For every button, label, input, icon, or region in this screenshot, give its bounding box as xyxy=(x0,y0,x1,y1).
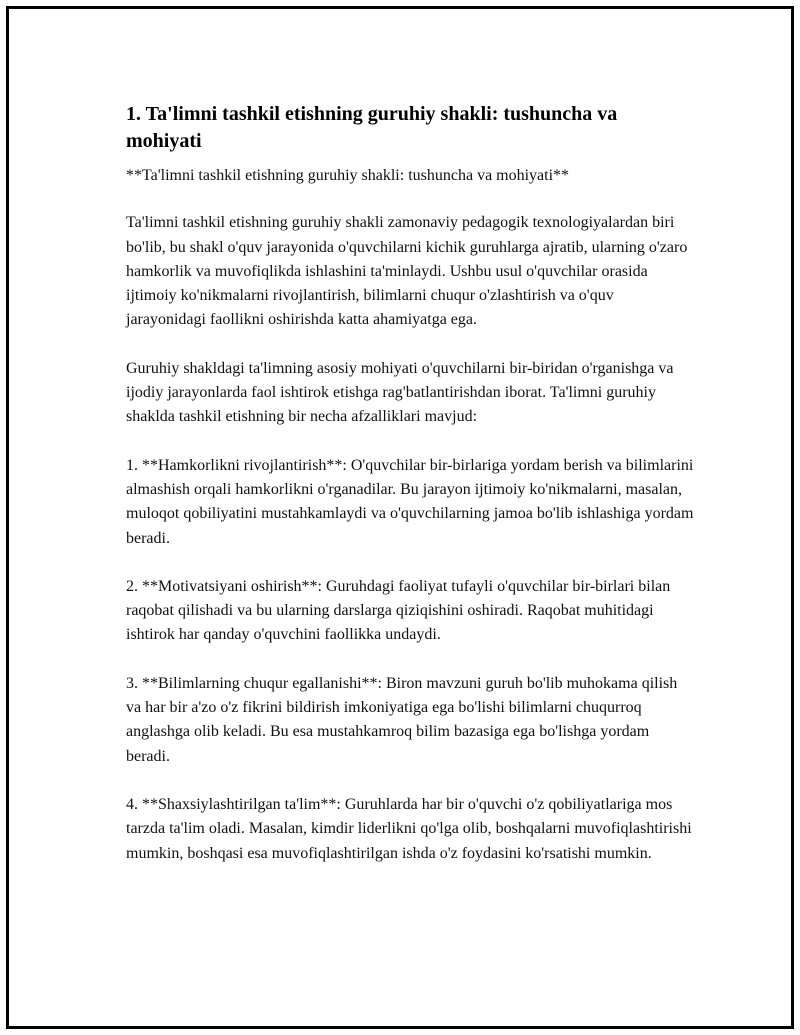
intro-paragraph: Ta'limni tashkil etishning guruhiy shakli zamonaviy pedagogik texnologiyalardan biri bo'lib, bu shakl o'quv jarayonida o'quvchilarni kichik guruhlarga ajratib, ularning o'zaro hamkorlik va muvofiqlikda ishlashini ta'minlaydi. Ushbu usul o'quvchilar orasida ijtimoiy ko'nikmalarni rivojlantirish, bilimlarni chuqur o'zlashtirish va o'quv jarayonidagi faollikni oshirishda katta ahamiyatga ega. xyxy=(126,214,688,329)
page-frame xyxy=(6,6,794,1029)
document-body xyxy=(126,101,696,890)
list-item-motivation: 2. **Motivatsiyani oshirish**: Guruhdagi faoliyat tufayli o'quvchilar bir-birlari bilan raqobat qilishadi va bu ularning darslarga qiziqishini oshiradi. Raqobat muhitidagi ishtirok har qanday o'quvchini faollikka undaydi. xyxy=(126,577,671,644)
list-item-deep-knowledge: 3. **Bilimlarning chuqur egallanishi**: Biron mavzuni guruh bo'lib muhokama qilish va har bir a'zo o'z fikrini bildirish imkoniyatiga ega bo'lishi bilimlarni chuqurroq anglashga olib keladi. Bu esa mustahkamroq bilim bazasiga ega bo'lishga yordam beradi. xyxy=(126,674,678,765)
document-title: 1. Ta'limni tashkil etishning guruhiy shakli: tushuncha va mohiyati xyxy=(126,103,618,152)
essence-paragraph: Guruhiy shakldagi ta'limning asosiy mohiyati o'quvchilarni bir-biridan o'rganishga va ijodiy jarayonlarda faol ishtirok etishga rag'batlantirishdan iborat. Ta'limni guruhiy shaklda tashkil etishning bir necha afzalliklari mavjud: xyxy=(126,359,674,426)
list-item-personalized-learning: 4. **Shaxsiylashtirilgan ta'lim**: Guruhlarda har bir o'quvchi o'z qobiliyatlariga mos tarzda ta'lim oladi. Masalan, kimdir liderlikni qo'lga olib, boshqalarni muvofiqlashtirishi mumkin, boshqasi esa muvofiqlashtirilgan ishda o'z foydasini ko'rsatishi mumkin. xyxy=(126,795,692,862)
document-subtitle: **Ta'limni tashkil etishning guruhiy shakli: tushuncha va mohiyati** xyxy=(126,167,570,184)
list-item-cooperation: 1. **Hamkorlikni rivojlantirish**: O'quvchilar bir-birlariga yordam berish va bilimlarini almashish orqali hamkorlikni o'rganadilar. Bu jarayon ijtimoiy ko'nikmalarni, masalan, muloqot qobiliyatini mustahkamlaydi va o'quvchilarning jamoa bo'lib ishlashiga yordam beradi. xyxy=(126,456,694,547)
